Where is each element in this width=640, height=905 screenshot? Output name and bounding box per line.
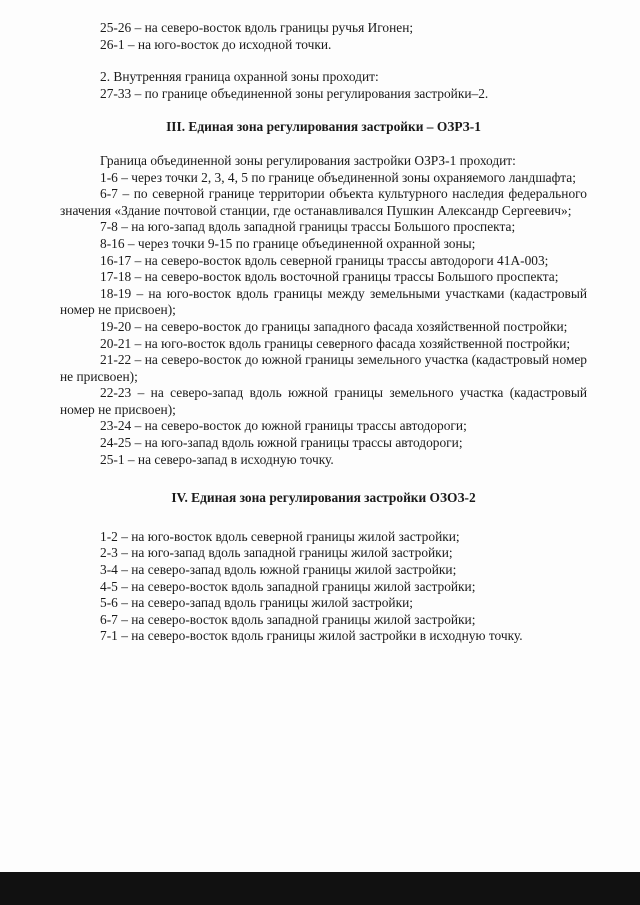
list-item: 4-5 – на северо-восток вдоль западной границы жилой застройки; [100, 578, 476, 594]
document-body [60, 20, 587, 645]
list-item: 24-25 – на юго-запад вдоль южной границы трассы автодороги; [100, 435, 463, 451]
paragraph: 2. Внутренняя граница охранной зоны проходит: [100, 69, 379, 85]
list-item: 7-1 – на северо-восток вдоль границы жилой застройки в исходную точку. [100, 628, 523, 644]
list-item: 21-22 – на северо-восток до южной границы земельного участка (кадастровый номер не присвоен); [60, 352, 587, 384]
list-item: 25-1 – на северо-запад в исходную точку. [100, 451, 334, 467]
section-heading: IV. Единая зона регулирования застройки ОЗОЗ-2 [171, 490, 476, 506]
list-item: 17-18 – на северо-восток вдоль восточной границы трассы Большого проспекта; [100, 269, 559, 285]
list-item: 6-7 – на северо-восток вдоль западной границы жилой застройки; [100, 611, 476, 627]
paragraph: 26-1 – на юго-восток до исходной точки. [100, 36, 332, 52]
list-item: 6-7 – по северной границе территории объекта культурного наследия федерального значения «Здание почтовой станции, где останавливался Пушкин Александр Сергеевич»; [60, 186, 587, 218]
list-item: 8-16 – через точки 9-15 по границе объединенной охранной зоны; [100, 235, 476, 251]
list-item: 22-23 – на северо-запад вдоль южной границы земельного участка (кадастровый номер не присвоен); [60, 385, 587, 417]
list-item: 5-6 – на северо-запад вдоль границы жилой застройки; [100, 595, 413, 611]
list-item: 3-4 – на северо-запад вдоль южной границы жилой застройки; [100, 562, 457, 578]
list-item: 20-21 – на юго-восток вдоль границы северного фасада хозяйственной постройки; [100, 335, 571, 351]
list-item: 19-20 – на северо-восток до границы западного фасада хозяйственной постройки; [100, 318, 568, 334]
paragraph: 25-26 – на северо-восток вдоль границы ручья Игонен; [100, 20, 414, 35]
list-item: 7-8 – на юго-запад вдоль западной границы трассы Большого проспекта; [100, 219, 516, 235]
section-intro: Граница объединенной зоны регулирования застройки ОЗРЗ-1 проходит: [100, 152, 516, 168]
list-item: 2-3 – на юго-запад вдоль западной границы жилой застройки; [100, 545, 453, 561]
list-item: 16-17 – на северо-восток вдоль северной границы трассы автодороги 41А-003; [100, 252, 549, 268]
paragraph: 27-33 – по границе объединенной зоны регулирования застройки–2. [100, 85, 489, 101]
section-heading: III. Единая зона регулирования застройки – ОЗРЗ-1 [166, 119, 481, 135]
scan-edge [0, 872, 640, 905]
list-item: 1-2 – на юго-восток вдоль северной границы жилой застройки; [100, 528, 460, 544]
list-item: 18-19 – на юго-восток вдоль границы между земельными участками (кадастровый номер не присвоен); [60, 285, 587, 318]
list-item: 23-24 – на северо-восток до южной границы трассы автодороги; [100, 418, 467, 434]
list-item: 1-6 – через точки 2, 3, 4, 5 по границе объединенной зоны охраняемого ландшафта; [100, 169, 576, 185]
